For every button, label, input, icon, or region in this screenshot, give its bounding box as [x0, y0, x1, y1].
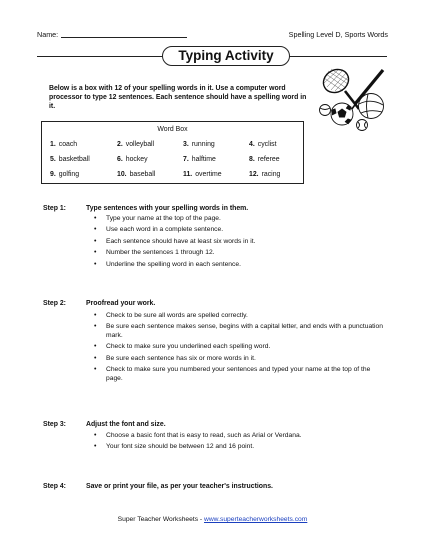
step-4-label: Step 4: — [43, 483, 66, 490]
step-1-label: Step 1: — [43, 205, 66, 212]
word-item: 1. coach — [50, 141, 78, 148]
step-3-label: Step 3: — [43, 421, 66, 428]
name-line — [61, 37, 187, 38]
word-item: 10. baseball — [117, 171, 156, 178]
word-item: 2. volleyball — [117, 141, 155, 148]
footer-link[interactable]: www.superteacherworksheets.com — [204, 516, 308, 523]
step-3-heading: Adjust the font and size. — [86, 421, 166, 428]
list-item: • Your font size should be between 12 and 16 point. — [91, 443, 387, 452]
list-item: • Underline the spelling word in each sentence. — [91, 261, 387, 270]
word-item: 12. racing — [249, 171, 281, 178]
step-1-heading: Type sentences with your spelling words in them. — [86, 205, 249, 212]
step-2-list — [91, 312, 387, 386]
step-2-heading: Proofread your work. — [86, 300, 156, 307]
word-box — [41, 121, 304, 184]
list-item: • Use each word in a complete sentence. — [91, 226, 387, 235]
word-box-title: Word Box — [157, 126, 188, 133]
word-item: 11. overtime — [183, 171, 222, 178]
worksheet-level-label: Spelling Level D, Sports Words — [288, 30, 388, 39]
footer — [0, 516, 425, 523]
word-item: 8. referee — [249, 156, 280, 163]
list-item: • Check to be sure all words are spelled correctly. — [91, 312, 387, 321]
name-label: Name: — [37, 30, 59, 39]
step-3-list — [91, 432, 387, 455]
sports-equipment-icon — [315, 64, 389, 132]
word-item: 7. halftime — [183, 156, 216, 163]
list-item: • Type your name at the top of the page. — [91, 215, 387, 224]
footer-site-name: Super Teacher Worksheets — [117, 516, 199, 523]
list-item: • Check to make sure you underlined each spelling word. — [91, 343, 387, 352]
word-item: 5. basketball — [50, 156, 90, 163]
step-1-list — [91, 215, 387, 272]
list-item: • Choose a basic font that is easy to read, such as Arial or Verdana. — [91, 432, 387, 441]
footer-separator: - — [198, 516, 205, 523]
list-item: • Each sentence should have at least six words in it. — [91, 238, 387, 247]
step-4-heading: Save or print your file, as per your teacher's instructions. — [86, 483, 273, 490]
title-banner — [37, 46, 387, 66]
page-title: Typing Activity — [162, 46, 290, 66]
word-item: 4. cyclist — [249, 141, 277, 148]
step-2-label: Step 2: — [43, 300, 66, 307]
name-field — [37, 30, 187, 39]
list-item: • Be sure each sentence has six or more words in it. — [91, 355, 387, 364]
word-item: 9. golfing — [50, 171, 80, 178]
word-item: 3. running — [183, 141, 215, 148]
word-item: 6. hockey — [117, 156, 148, 163]
list-item: • Check to make sure you numbered your sentences and typed your name at the top of the page. — [91, 366, 387, 383]
list-item: • Be sure each sentence makes sense, begins with a capital letter, and ends with a punctuation mark. — [91, 323, 387, 340]
list-item: • Number the sentences 1 through 12. — [91, 249, 387, 258]
intro-text: Below is a box with 12 of your spelling words in it. Use a computer word processor to type 12 sentences. Each sentence should have a spelling word in it. — [49, 85, 307, 111]
